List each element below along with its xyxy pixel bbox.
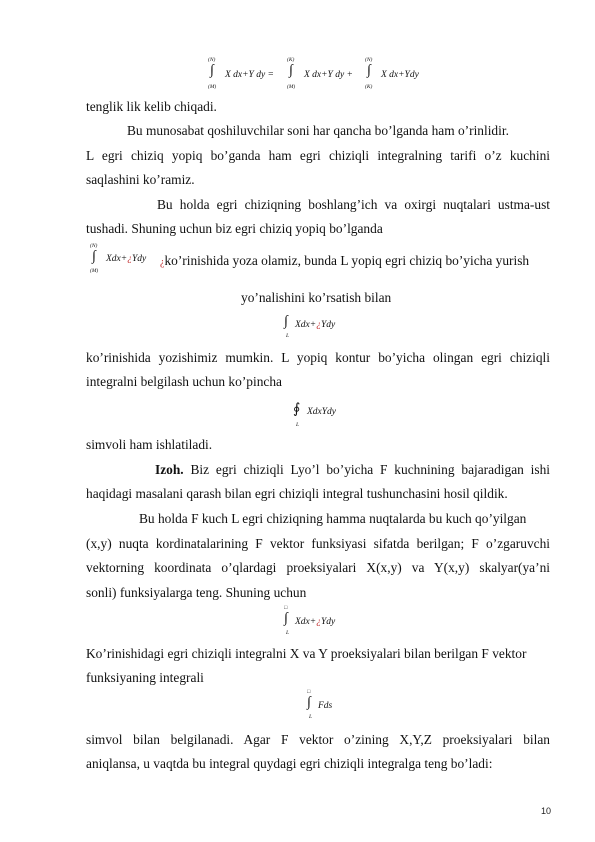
text-line: (x,y) nuqta kordinatalarining F vektor funksiyasi sifatda berilgan; F o’zgaruvchi (86, 536, 550, 551)
formula-limit: (N) (90, 243, 98, 249)
text-span: Biz egri chiziqli Lyo’l bo’yicha F kuchnining bajaradigan ishi (183, 462, 550, 477)
integral-sign-icon: ∫ (284, 314, 288, 329)
contour-integral-icon: ∮ (293, 402, 301, 417)
formula-limit: (M) (90, 268, 99, 274)
formula-limit: (M) (208, 84, 217, 90)
page-number: 10 (540, 806, 551, 816)
formula-term-part: Xdx+ (295, 617, 317, 627)
formula-term: XdxYdy (307, 407, 337, 417)
text-line: Bu munosabat qoshiluvchilar soni har qancha bo’lganda ham o’rinlidir. (127, 123, 509, 138)
text-line: vektorning koordinata o’qlardagi proeksiyalari X(x,y) va Y(x,y) skalyar(ya’ni (86, 560, 550, 575)
integral-sign-icon: ∫ (92, 249, 96, 264)
formula-term: Fds (318, 701, 333, 711)
integral-sign-icon: ∫ (307, 695, 311, 710)
formula-limit: (N) (365, 57, 373, 63)
formula-limit: L (286, 333, 290, 339)
formula-red-glyph: ¿ (127, 254, 132, 264)
formula-term-part: Ydy (320, 320, 336, 330)
integral-sign-icon: ∫ (284, 611, 288, 626)
formula-limit: L (309, 714, 313, 720)
text-line: funksiyaning integrali (86, 670, 204, 685)
text-line: simvoli ham ishlatiladi. (86, 437, 213, 452)
formula-vector-integral (281, 606, 371, 638)
formula-term (295, 617, 335, 627)
text-line: Bu holda egri chiziqning boshlang’ich va oxirgi nuqtalari ustma-ust (157, 197, 550, 212)
text-line: integralni belgilash uchun ko’pincha (86, 374, 282, 389)
text-line: Ko’rinishidagi egri chiziqli integralni X va Y proeksiyalari bilan berilgan F vektor (86, 646, 527, 661)
formula-limit: (K) (287, 57, 295, 63)
formula-integral-sum (205, 57, 445, 93)
formula-limit: (M) (287, 84, 296, 90)
formula-limit: L (296, 422, 300, 428)
note-label: Izoh. (155, 462, 184, 477)
formula-term-part: Xdx+ (295, 320, 317, 330)
formula-term: X dx+Ydy (381, 70, 419, 80)
formula-term (295, 320, 335, 330)
formula-term-part: Xdx+ (106, 254, 128, 264)
formula-limit: L (286, 630, 290, 636)
integral-sign-icon: ∫ (289, 63, 293, 78)
text-line: tenglik lik kelib chiqadi. (86, 99, 217, 114)
text-line: aniqlansa, u vaqtda bu integral quydagi egri chiziqli integralga teng bo’ladi: (86, 756, 493, 771)
integral-sign-icon: ∫ (367, 63, 371, 78)
formula-limit: (N) (208, 57, 216, 63)
text-line: L egri chiziq yopiq bo’ganda ham egri chiziqli integralning tarifi o’z kuchini (86, 148, 550, 163)
text-line: saqlashini ko’ramiz. (86, 172, 195, 187)
red-glyph: ¿ (160, 257, 165, 268)
integral-sign-icon: ∫ (210, 63, 214, 78)
formula-limit: □ (284, 605, 288, 611)
text-line (155, 461, 550, 479)
formula-closed-integral (281, 314, 371, 344)
formula-force-integral (304, 690, 364, 722)
formula-limit: □ (307, 689, 311, 695)
text-span: ko’rinishida yoza olamiz, bunda L yopiq egri chiziq bo’yicha yurish (164, 253, 530, 268)
formula-contour-integral (291, 398, 371, 430)
formula-term-part: Ydy (320, 617, 336, 627)
formula-inline-integral (88, 243, 168, 275)
formula-red-glyph: ¿ (316, 320, 321, 330)
formula-term: X dx+Y dy + (304, 70, 353, 80)
formula-term-part: Ydy (131, 254, 147, 264)
text-line: Bu holda F kuch L egri chiziqning hamma nuqtalarda bu kuch qo’yilgan (139, 511, 527, 526)
text-line: yo’nalishini ko’rsatish bilan (241, 290, 392, 305)
text-line: sonli) funksiyalarga teng. Shuning uchun (86, 585, 307, 600)
formula-limit: (K) (365, 84, 373, 90)
formula-term: X dx+Y dy = (225, 70, 274, 80)
text-line: ko’rinishida yozishimiz mumkin. L yopiq kontur bo’yicha olingan egri chiziqli (86, 350, 550, 365)
text-line: simvol bilan belgilanadi. Agar F vektor o’zining X,Y,Z proeksiyalari bilan (86, 732, 550, 747)
text-line: haqidagi masalani qarash bilan egri chiziqli integral tushunchasini hosil qildik. (86, 486, 508, 501)
text-line: tushadi. Shuning uchun biz egri chiziq yopiq bo’lganda (86, 221, 383, 236)
formula-term (106, 254, 146, 264)
formula-red-glyph: ¿ (316, 617, 321, 627)
text-line (160, 252, 529, 272)
